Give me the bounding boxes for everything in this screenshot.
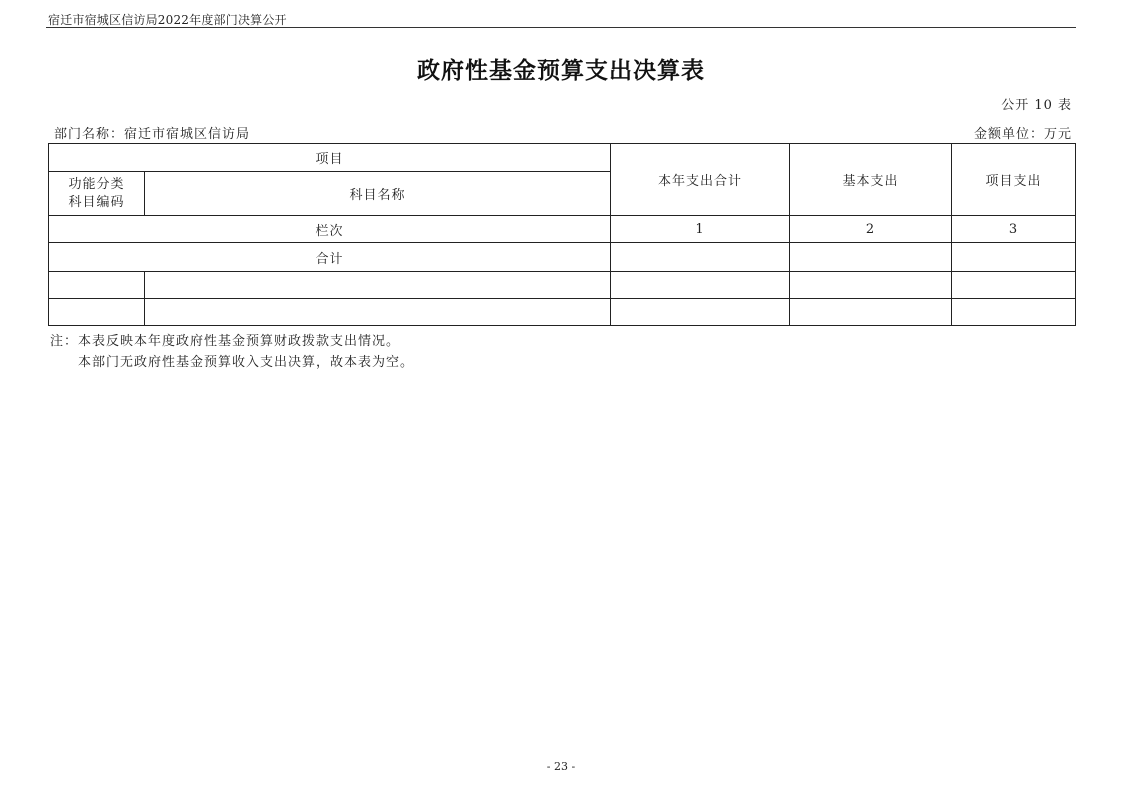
column-index-2: 2 [790,216,952,243]
total-value-project [952,243,1076,272]
header-function-code [49,172,145,216]
row-project [952,272,1076,299]
row-code [49,299,145,326]
page-title: 政府性基金预算支出决算表 [417,58,705,84]
department-name: 部门名称：宿迁市宿城区信访局 [54,127,251,142]
header-item: 项目 [49,144,611,172]
page-number: - 23 - [546,760,576,773]
note-line-2: 本部门无政府性基金预算收入支出决算，故本表为空。 [78,355,415,370]
header-rule [46,27,1076,28]
total-value-total [611,243,790,272]
expenditure-table [48,143,1076,326]
header-basic: 基本支出 [790,144,952,216]
row-name [145,272,611,299]
column-index-row [49,216,1076,243]
header-row-1 [49,144,1076,172]
column-index-1: 1 [611,216,790,243]
header-total: 本年支出合计 [611,144,790,216]
row-basic [790,272,952,299]
row-total [611,299,790,326]
header-function-code-text: 功能分类科目编码 [68,176,125,210]
row-name [145,299,611,326]
total-label: 合计 [49,243,611,272]
note-line-1: 注：本表反映本年度政府性基金预算财政拨款支出情况。 [50,334,401,349]
column-index-label: 栏次 [49,216,611,243]
amount-unit: 金额单位：万元 [973,127,1072,142]
row-project [952,299,1076,326]
total-value-basic [790,243,952,272]
table-row [49,299,1076,326]
table-number: 公开 10 表 [1001,98,1072,113]
total-row [49,243,1076,272]
table-row [49,272,1076,299]
column-index-3: 3 [952,216,1076,243]
header-subject-name: 科目名称 [145,172,611,216]
row-code [49,272,145,299]
row-basic [790,299,952,326]
row-total [611,272,790,299]
header-project: 项目支出 [952,144,1076,216]
running-header: 宿迁市宿城区信访局2022年度部门决算公开 [48,13,287,27]
